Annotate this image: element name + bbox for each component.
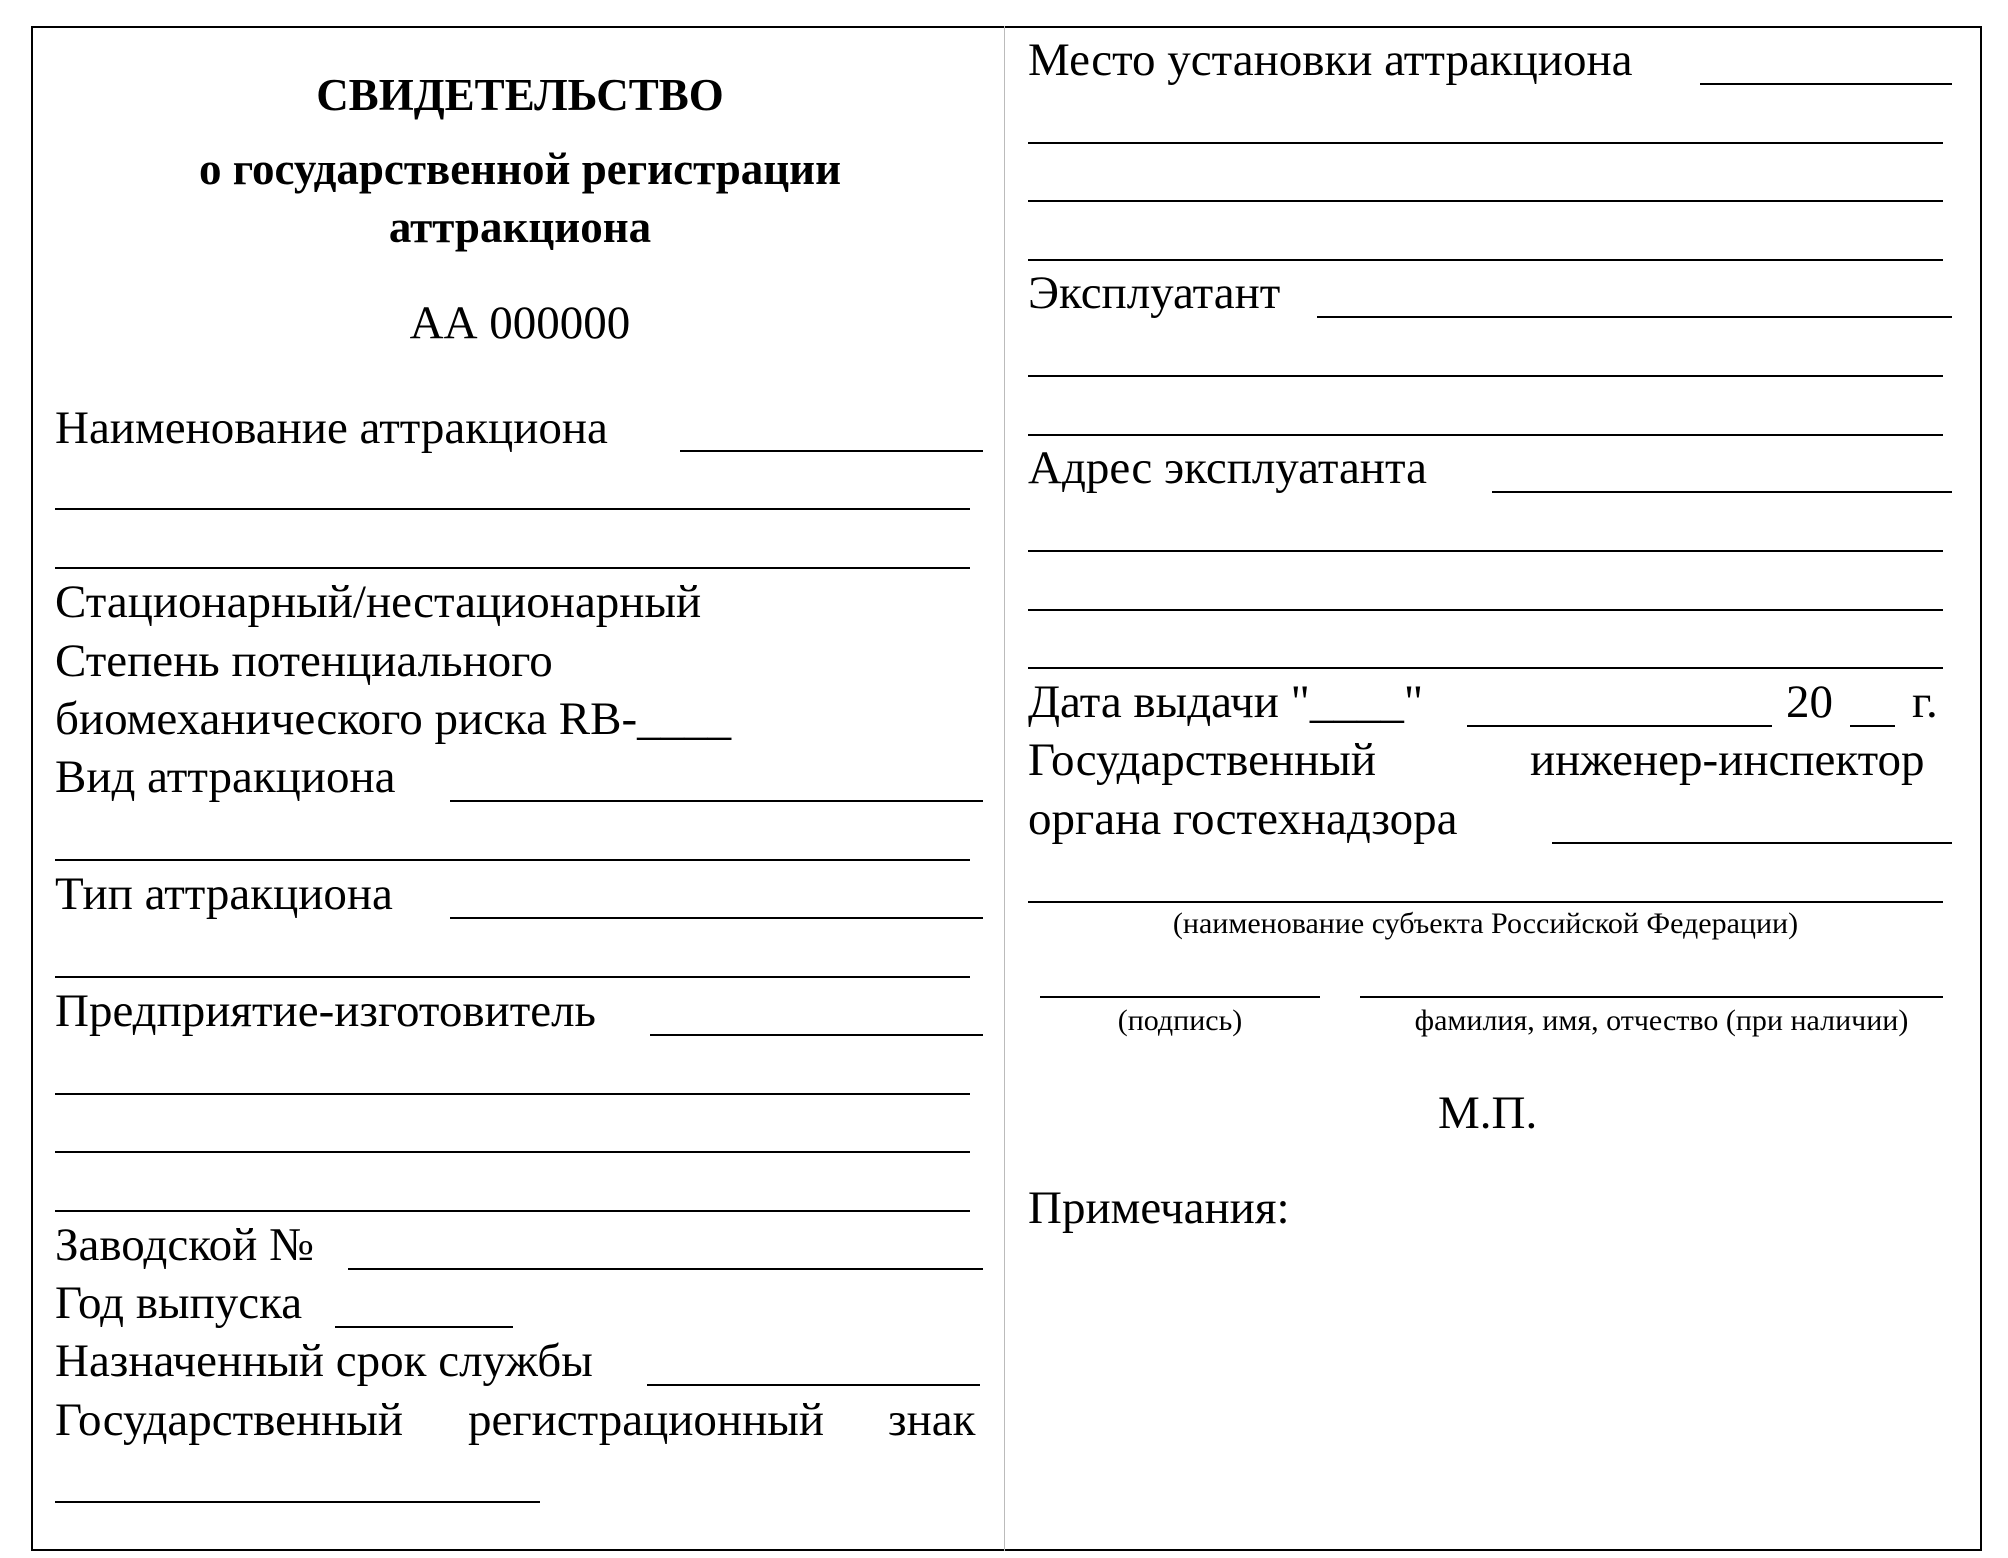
stationary-label: Стационарный/нестационарный (55, 576, 702, 628)
issue-date-year-suffix: г. (1912, 676, 1938, 728)
install-location-field[interactable] (1700, 83, 1952, 85)
fullname-caption: фамилия, имя, отчество (при наличии) (1414, 1004, 1909, 1037)
operator-label: Эксплуатант (1028, 267, 1281, 319)
region-caption: (наименование субъекта Российской Федерации) (1172, 907, 1799, 940)
risk-degree-label-line2: биомеханического риска RB-____ (55, 693, 732, 745)
notes-label: Примечания: (1028, 1182, 1290, 1234)
attraction-type-field[interactable] (450, 917, 983, 919)
operator-field[interactable] (1317, 316, 1952, 318)
attraction-name-field-line3[interactable] (55, 567, 970, 569)
issue-date-century: 20 (1786, 676, 1833, 728)
certificate-title: СВИДЕТЕЛЬСТВО (316, 70, 724, 120)
registration-sign-label-word1: Государственный (55, 1394, 403, 1446)
inspector-label-word2: инженер-инспектор (1530, 734, 1925, 786)
page-divider (1004, 26, 1005, 1551)
inspector-fullname-field[interactable] (1360, 996, 1943, 998)
install-location-field-line2[interactable] (1028, 142, 1943, 144)
attraction-name-field[interactable] (680, 450, 983, 452)
manufacturer-field-line4[interactable] (55, 1210, 970, 1212)
risk-degree-label-line1: Степень потенциального (55, 635, 553, 687)
manufacturer-label: Предприятие-изготовитель (55, 985, 596, 1037)
attraction-name-label: Наименование аттракциона (55, 402, 608, 454)
certificate-subtitle-line2: аттракциона (388, 202, 652, 252)
operator-field-line2[interactable] (1028, 375, 1943, 377)
attraction-name-field-line2[interactable] (55, 508, 970, 510)
registration-sign-field[interactable] (55, 1501, 540, 1503)
serial-number-label: Заводской № (55, 1219, 314, 1271)
registration-sign-label-word2: регистрационный (468, 1394, 824, 1446)
operator-address-field-line2[interactable] (1028, 550, 1943, 552)
attraction-kind-field-line2[interactable] (55, 859, 970, 861)
install-location-field-line3[interactable] (1028, 200, 1943, 202)
manufacturer-field[interactable] (650, 1034, 983, 1036)
service-life-field[interactable] (647, 1384, 980, 1386)
inspector-authority-field-line2[interactable] (1028, 901, 1943, 903)
service-life-label: Назначенный срок службы (55, 1335, 593, 1387)
registration-sign-label-word3: знак (888, 1394, 976, 1446)
certificate-number: АА 000000 (409, 297, 631, 349)
issue-date-month-field[interactable] (1467, 725, 1772, 727)
operator-address-field[interactable] (1492, 491, 1952, 493)
attraction-kind-label: Вид аттракциона (55, 751, 396, 803)
operator-field-line3[interactable] (1028, 434, 1943, 436)
attraction-type-label: Тип аттракциона (55, 868, 393, 920)
manufacture-year-field[interactable] (335, 1326, 513, 1328)
inspector-label-word1: Государственный (1028, 734, 1376, 786)
issue-date-label: Дата выдачи "____" (1028, 676, 1424, 728)
operator-address-field-line3[interactable] (1028, 609, 1943, 611)
certificate-subtitle-line1: о государственной регистрации (198, 144, 842, 194)
operator-address-field-line4[interactable] (1028, 667, 1943, 669)
install-location-label: Место установки аттракциона (1028, 34, 1633, 86)
manufacture-year-label: Год выпуска (55, 1277, 303, 1329)
attraction-kind-field[interactable] (450, 800, 983, 802)
operator-address-label: Адрес эксплуатанта (1028, 442, 1427, 494)
serial-number-field[interactable] (348, 1268, 983, 1270)
issue-date-year-field[interactable] (1850, 725, 1895, 727)
stamp-place: М.П. (1438, 1087, 1538, 1139)
signature-field[interactable] (1040, 996, 1320, 998)
manufacturer-field-line2[interactable] (55, 1093, 970, 1095)
manufacturer-field-line3[interactable] (55, 1151, 970, 1153)
inspector-label-line2: органа гостехнадзора (1028, 793, 1458, 845)
attraction-type-field-line2[interactable] (55, 976, 970, 978)
inspector-authority-field[interactable] (1552, 842, 1952, 844)
install-location-field-line4[interactable] (1028, 259, 1943, 261)
signature-caption: (подпись) (1117, 1004, 1243, 1037)
